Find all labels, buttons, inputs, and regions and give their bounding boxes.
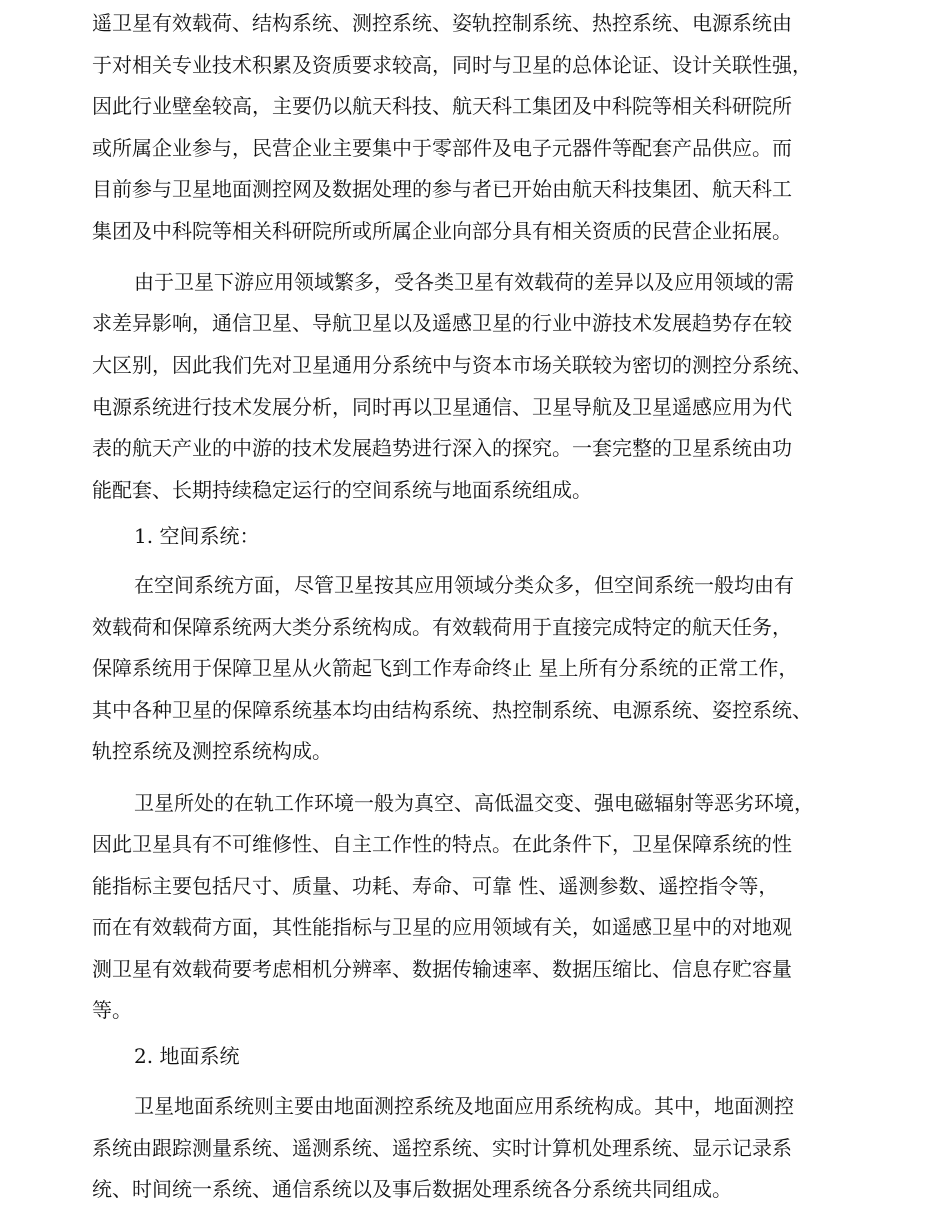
paragraph-line: 因此卫星具有不可维修性、自主工作性的特点。在此条件下，卫星保障系统的性: [92, 832, 792, 856]
paragraph-line: 目前参与卫星地面测控网及数据处理的参与者已开始由航天科技集团、航天科工: [92, 177, 792, 201]
paragraph-line: 在空间系统方面，尽管卫星按其应用领域分类众多，但空间系统一般均由有: [134, 573, 794, 597]
paragraph-line: 卫星地面系统则主要由地面测控系统及地面应用系统构成。其中，地面测控: [134, 1094, 794, 1118]
paragraph-line: 遥卫星有效载荷、结构系统、测控系统、姿轨控制系统、热控系统、电源系统由: [92, 11, 792, 35]
paragraph-line: 能配套、长期持续稳定运行的空间系统与地面系统组成。: [92, 478, 592, 502]
paragraph-line: 轨控系统及测控系统构成。: [92, 739, 332, 763]
paragraph-line: 或所属企业参与，民营企业主要集中于零部件及电子元器件等配套产品供应。而: [92, 136, 792, 160]
paragraph-line: 因此行业壁垒较高，主要仍以航天科技、航天科工集团及中科院等相关科研院所: [92, 94, 792, 118]
paragraph-line: 表的航天产业的中游的技术发展趋势进行深入的探究。一套完整的卫星系统由功: [92, 436, 792, 460]
section-heading: 2. 地面系统: [134, 1044, 240, 1068]
paragraph-line: 系统由跟踪测量系统、遥测系统、遥控系统、实时计算机处理系统、显示记录系: [92, 1136, 792, 1160]
paragraph-line: 能指标主要包括尺寸、质量、功耗、寿命、可靠 性、遥测参数、遥控指令等，: [92, 874, 779, 898]
paragraph-line: 求差异影响，通信卫星、导航卫星以及遥感卫星的行业中游技术发展趋势存在较: [92, 311, 792, 335]
paragraph-line: 电源系统进行技术发展分析，同时再以卫星通信、卫星导航及卫星遥感应用为代: [92, 395, 792, 419]
section-heading: 1. 空间系统：: [134, 524, 260, 548]
paragraph-line: 等。: [92, 998, 132, 1022]
paragraph-line: 卫星所处的在轨工作环境一般为真空、高低温交变、强电磁辐射等恶劣环境，: [134, 791, 814, 815]
paragraph-line: 保障系统用于保障卫星从火箭起飞到工作寿命终止 星上所有分系统的正常工作，: [92, 656, 799, 680]
paragraph-line: 于对相关专业技术积累及资质要求较高，同时与卫星的总体论证、设计关联性强，: [92, 53, 812, 77]
paragraph-line: 统、时间统一系统、通信系统以及事后数据处理系统各分系统共同组成。: [92, 1177, 732, 1201]
paragraph-line: 而在有效载荷方面，其性能指标与卫星的应用领域有关，如遥感卫星中的对地观: [92, 915, 792, 939]
paragraph-line: 效载荷和保障系统两大类分系统构成。有效载荷用于直接完成特定的航天任务，: [92, 615, 792, 639]
paragraph-line: 集团及中科院等相关科研院所或所属企业向部分具有相关资质的民营企业拓展。: [92, 219, 792, 243]
paragraph-line: 其中各种卫星的保障系统基本均由结构系统、热控制系统、电源系统、姿控系统、: [92, 698, 812, 722]
paragraph-line: 由于卫星下游应用领域繁多，受各类卫星有效载荷的差异以及应用领域的需: [134, 270, 794, 294]
paragraph-line: 大区别，因此我们先对卫星通用分系统中与资本市场关联较为密切的测控分系统、: [92, 353, 812, 377]
paragraph-line: 测卫星有效载荷要考虑相机分辨率、数据传输速率、数据压缩比、信息存贮容量: [92, 957, 792, 981]
